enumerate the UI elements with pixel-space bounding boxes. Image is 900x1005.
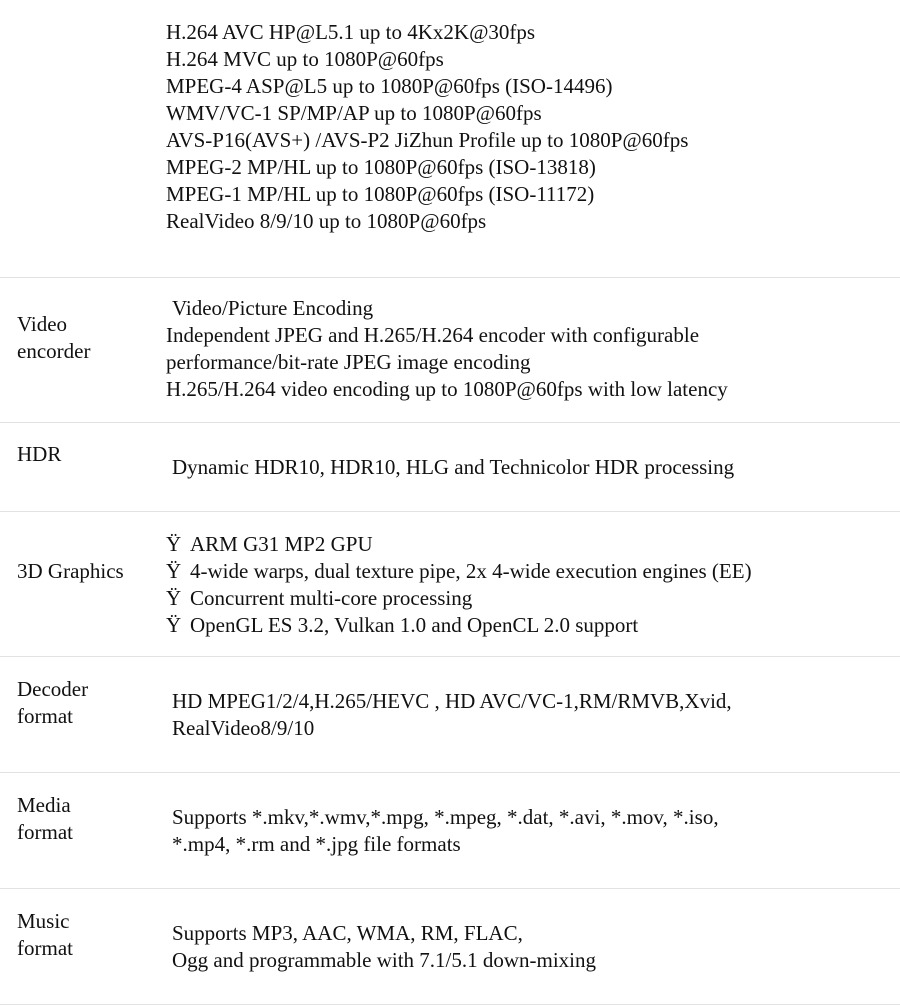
spec-label [17,792,73,846]
spec-value [166,19,688,235]
spec-label [17,908,73,962]
spec-value-line: Supports *.mkv,*.wmv,*.mpg, *.mpeg, *.dat, *.avi, *.mov, *.iso, [172,805,719,829]
spec-value-line: Independent JPEG and H.265/H.264 encoder with configurable [166,323,700,347]
spec-row-video-encoder [0,278,900,423]
spec-label-line: HDR [17,442,62,466]
spec-label-line: Music [17,909,70,933]
bullet-icon: Ÿ [166,613,182,637]
spec-row-hdr [0,423,900,512]
spec-value-line: WMV/VC-1 SP/MP/AP up to 1080P@60fps [166,101,542,125]
spec-value-line: MPEG-2 MP/HL up to 1080P@60fps (ISO-13818) [166,155,596,179]
spec-row-video-decoding-formats [0,0,900,278]
spec-value-line: performance/bit-rate JPEG image encoding [166,350,531,374]
spec-label [17,311,90,365]
spec-bullet-item [166,612,752,639]
spec-value [166,295,728,403]
spec-value-line: Ogg and programmable with 7.1/5.1 down-mixing [172,948,597,972]
spec-bullet-item [166,585,752,612]
spec-label [17,676,88,730]
spec-row-music-format [0,889,900,1005]
spec-value-line: OpenGL ES 3.2, Vulkan 1.0 and OpenCL 2.0 support [190,613,639,637]
spec-label-line: 3D Graphics [17,559,124,583]
spec-value-line: RealVideo8/9/10 [172,716,315,740]
spec-value-line: H.264 AVC HP@L5.1 up to 4Kx2K@30fps [166,20,536,44]
bullet-icon: Ÿ [166,586,182,610]
spec-value [166,531,752,639]
spec-value-line: Video/Picture Encoding [172,296,374,320]
spec-label [17,441,61,468]
spec-row-media-format [0,773,900,889]
spec-label-line: format [17,936,73,960]
spec-bullet-item [166,558,752,585]
spec-value [166,804,719,858]
spec-value-line: HD MPEG1/2/4,H.265/HEVC , HD AVC/VC-1,RM/RMVB,Xvid, [172,689,732,713]
spec-value-line: MPEG-4 ASP@L5 up to 1080P@60fps (ISO-14496) [166,74,613,98]
spec-value-line: RealVideo 8/9/10 up to 1080P@60fps [166,209,487,233]
spec-bullet-item [166,531,752,558]
spec-value [166,454,734,481]
spec-value-line: H.264 MVC up to 1080P@60fps [166,47,444,71]
spec-label-line: Decoder [17,677,89,701]
bullet-icon: Ÿ [166,532,182,556]
spec-row-decoder-format [0,657,900,773]
spec-label-line: format [17,704,73,728]
bullet-icon: Ÿ [166,559,182,583]
spec-value-line: ARM G31 MP2 GPU [190,532,373,556]
spec-value-line: 4-wide warps, dual texture pipe, 2x 4-wide execution engines (EE) [190,559,752,583]
spec-value-line: H.265/H.264 video encoding up to 1080P@60fps with low latency [166,377,728,401]
spec-row-3d-graphics [0,512,900,657]
spec-value [166,688,732,742]
spec-value-line: Supports MP3, AAC, WMA, RM, FLAC, [172,921,523,945]
spec-label-line: format [17,820,73,844]
spec-label-line: Media [17,793,71,817]
spec-label-line: Video [17,312,68,336]
spec-value-line: *.mp4, *.rm and *.jpg file formats [172,832,461,856]
spec-value [166,920,596,974]
spec-label-line: encorder [17,339,91,363]
spec-label [17,558,124,585]
spec-value-line: AVS-P16(AVS+) /AVS-P2 JiZhun Profile up to 1080P@60fps [166,128,689,152]
spec-value-line: Concurrent multi-core processing [190,586,473,610]
spec-value-line: MPEG-1 MP/HL up to 1080P@60fps (ISO-11172) [166,182,595,206]
spec-value-line: Dynamic HDR10, HDR10, HLG and Technicolor HDR processing [172,455,735,479]
